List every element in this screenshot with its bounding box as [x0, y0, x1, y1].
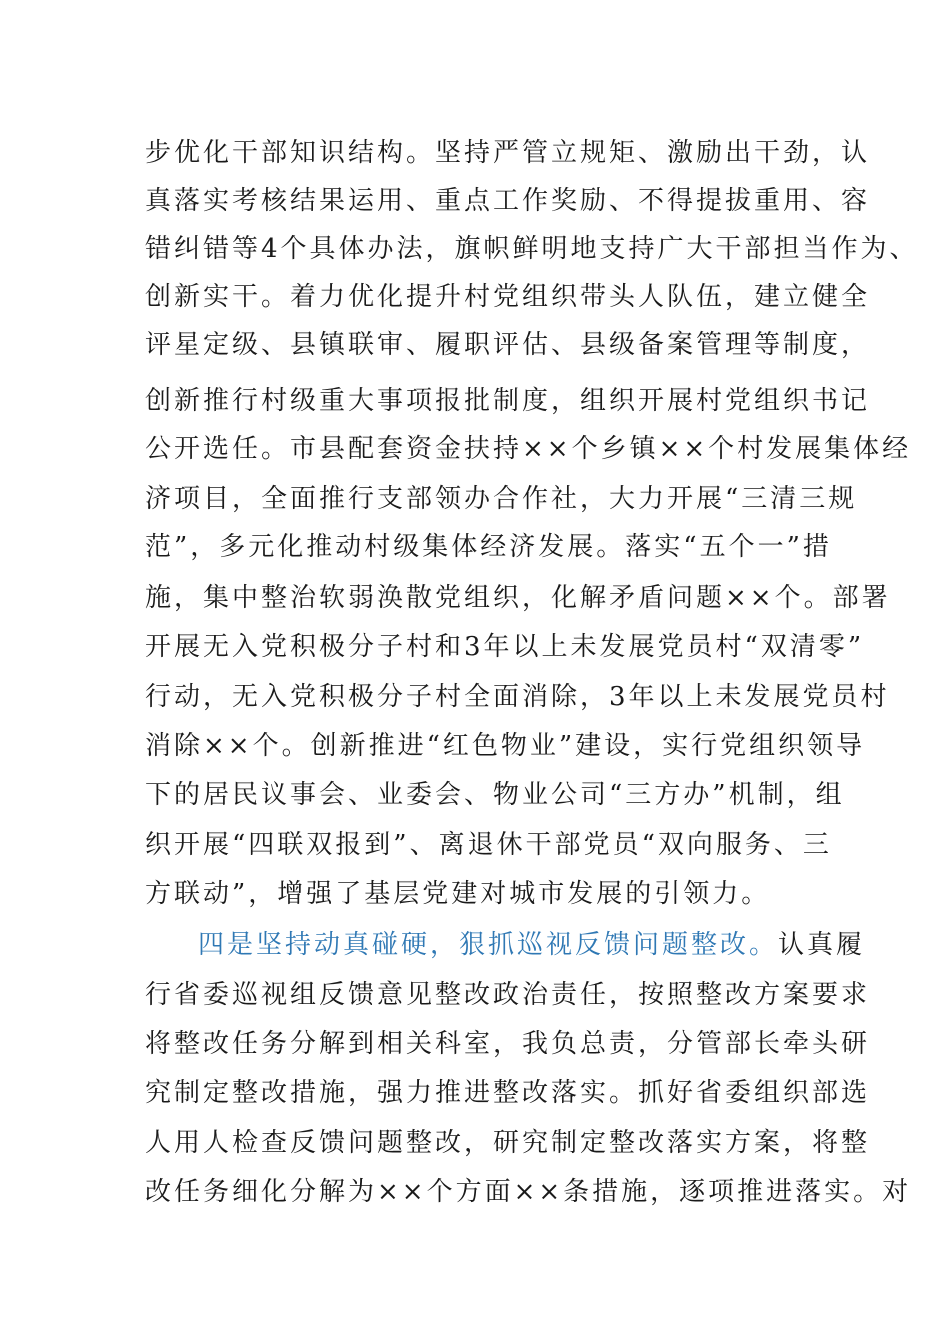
section-text: 认真履 [778, 930, 866, 960]
text-line: 创新推行村级重大事项报批制度，组织开展村党组织书记 [145, 386, 871, 416]
text-line: 真落实考核结果运用、重点工作奖励、不得提拔重用、容 [145, 186, 871, 216]
text-line: 行省委巡视组反馈意见整改政治责任，按照整改方案要求 [145, 980, 871, 1010]
text-line: 公开选任。市县配套资金扶持××个乡镇××个村发展集体经 [145, 434, 912, 464]
text-line: 织开展“四联双报到”、离退休干部党员“双向服务、三 [145, 830, 832, 860]
text-line: 改任务细化分解为××个方面××条措施，逐项推进落实。对 [145, 1177, 912, 1207]
text-line: 评星定级、县镇联审、履职评估、县级备案管理等制度， [145, 330, 871, 360]
text-line: 究制定整改措施，强力推进整改落实。抓好省委组织部选 [145, 1078, 871, 1108]
text-line: 消除××个。创新推进“红色物业”建设，实行党组织领导 [145, 731, 866, 761]
text-line: 创新实干。着力优化提升村党组织带头人队伍，建立健全 [145, 282, 871, 312]
text-line: 施，集中整治软弱涣散党组织，化解矛盾问题××个。部署 [145, 583, 891, 613]
text-line: 方联动”，增强了基层党建对城市发展的引领力。 [145, 879, 771, 909]
section-heading: 四是坚持动真碰硬，狠抓巡视反馈问题整改。 [198, 930, 779, 960]
text-line: 将整改任务分解到相关科室，我负总责，分管部长牵头研 [145, 1029, 871, 1059]
text-line: 步优化干部知识结构。坚持严管立规矩、激励出干劲，认 [145, 138, 871, 168]
text-line: 开展无入党积极分子村和3年以上未发展党员村“双清零” [145, 632, 865, 662]
text-line: 下的居民议事会、业委会、物业公司“三方办”机制，组 [145, 780, 845, 810]
text-line: 错纠错等4个具体办法，旗帜鲜明地支持广大干部担当作为、 [145, 234, 919, 264]
text-line: 范”，多元化推动村级集体经济发展。落实“五个一”措 [145, 532, 832, 562]
text-line: 济项目，全面推行支部领办合作社，大力开展“三清三规 [145, 484, 858, 514]
text-line: 人用人检查反馈问题整改，研究制定整改落实方案，将整 [145, 1128, 871, 1158]
section-first-line [198, 925, 865, 965]
text-line: 行动，无入党积极分子村全面消除，3年以上未发展党员村 [145, 682, 890, 712]
